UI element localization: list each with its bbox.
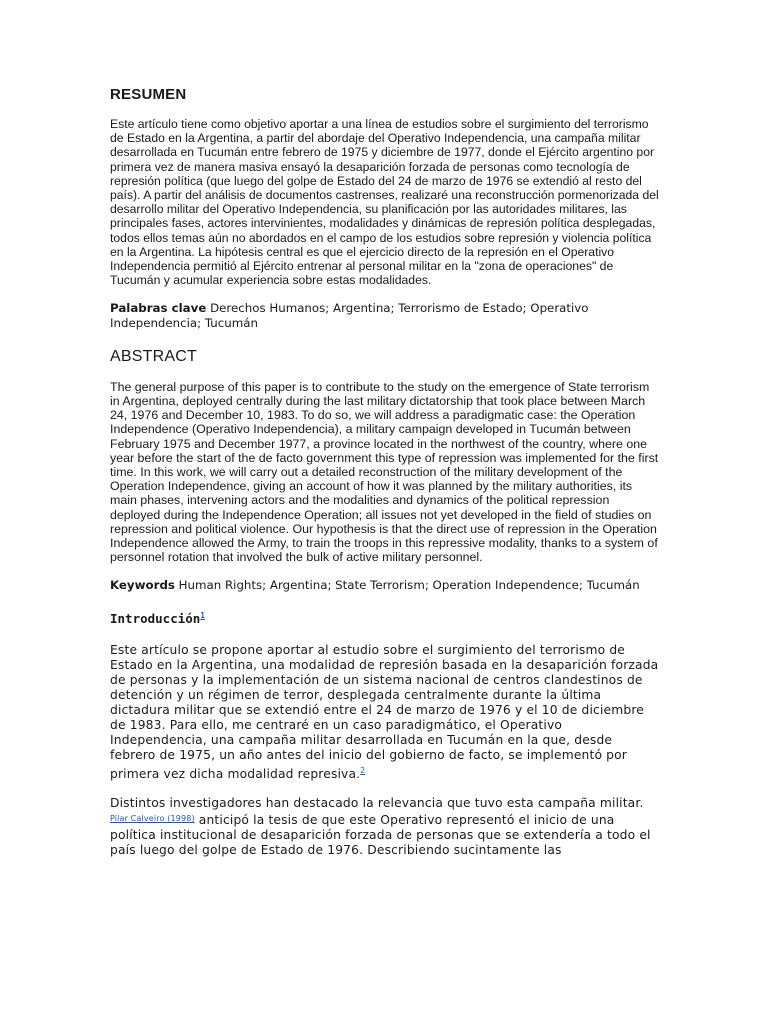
intro-p2-rest: anticipó la tesis de que este Operativo representó el inicio de una política institucional de desaparición forzada de personas que se extendería a todo el país luego del golpe de Estado de 1976. Describiendo sucintamente las bbox=[110, 812, 651, 857]
palabras-clave-values: Derechos Humanos; Argentina; Terrorismo de Estado; Operativo Independencia; Tucumán bbox=[110, 301, 589, 330]
keywords bbox=[110, 578, 660, 592]
intro-paragraph-2 bbox=[110, 796, 660, 858]
keywords-values: Human Rights; Argentina; State Terrorism; Operation Independence; Tucumán bbox=[178, 578, 640, 593]
intro-p2-start: Distintos investigadores han destacado la relevancia que tuvo esta campaña militar. bbox=[110, 795, 644, 810]
abstract-text: The general purpose of this paper is to contribute to the study on the emergence of State terrorism in Argentina, deployed centrally during the last military dictatorship that took place between March 24, 1976 and December 10, 1983. To do so, we will address a paradigmatic case: the Operation Independence (Operativo Independencia), a military campaign developed in Tucumán between February 1975 and December 1977, a province located in the northwest of the country, where one year before the start of the de facto government this type of repression was implemented for the first time. In this work, we will carry out a detailed reconstruction of the military development of the Operation Independence, giving an account of how it was planned by the military authorities, its main phases, intervening actors and the modalities and dynamics of the political repression deployed during the Independence Operation; all issues not yet developed in the field of studies on repression and political violence. Our hypothesis is that the direct use of repression in the Operation Independence allowed the Army, to train the troops in this repressive modality, thanks to a system of personnel rotation that involved the bulk of active military personnel. bbox=[110, 379, 659, 565]
intro-p1-text: Este artículo se propone aportar al estudio sobre el surgimiento del terrorismo de Estado en la Argentina, una modalidad de represión basada en la desaparición forzada de personas y la implementación de un sistema nacional de centros clandestinos de detención y un régimen de terror, desplegada centralmente durante la última dictadura militar que se extendió entre el 24 de marzo de 1976 y el 10 de diciembre de 1983. Para ello, me centraré en un caso paradigmático, el Operativo Independencia, una campaña militar desarrollada en Tucumán en la que, desde febrero de 1975, un año antes del inicio del gobierno de facto, se implementó por primera vez dicha modalidad represiva. bbox=[110, 642, 659, 781]
footnote-link-1[interactable]: 1 bbox=[200, 610, 205, 620]
intro-heading-text: Introducción bbox=[110, 610, 201, 626]
resumen-text: Este artículo tiene como objetivo aportar a una línea de estudios sobre el surgimiento del terrorismo de Estado en la Argentina, a partir del abordaje del Operativo Independencia, una campaña militar desarrollada en Tucumán entre febrero de 1975 y diciembre de 1977, donde el Ejército argentino por primera vez de manera masiva ensayó la desaparición forzada de personas como tecnología de represión política (que luego del golpe de Estado del 24 de marzo de 1976 se extendió al resto del país). A partir del análisis de documentos castrenses, realizaré una reconstrucción pormenorizada del desarrollo militar del Operativo Independencia, su planificación por las autoridades militares, las principales fases, actores intervinientes, modalidades y dinámicas de represión política desplegadas, todos ellos temas aún no abordados en el campo de los estudios sobre represión y violencia política en la Argentina. La hipótesis central es que el ejercicio directo de la represión en el Operativo Independencia permitió al Ejército entrenar al personal militar en la "zona de operaciones" de Tucumán y acumular experiencia sobre estas modalidades. bbox=[110, 117, 659, 288]
intro-heading bbox=[110, 611, 660, 626]
abstract-heading: ABSTRACT bbox=[110, 347, 197, 365]
footnote-link-2[interactable]: 2 bbox=[360, 765, 366, 775]
resumen-heading: RESUMEN bbox=[110, 86, 187, 103]
citation-link-calveiro[interactable]: Pilar Calveiro (1998) bbox=[110, 813, 195, 823]
keywords-label: Keywords bbox=[110, 578, 175, 593]
article-page bbox=[110, 86, 660, 872]
intro-paragraph-1 bbox=[110, 643, 660, 782]
palabras-clave bbox=[110, 301, 660, 329]
palabras-clave-label: Palabras clave bbox=[110, 301, 207, 316]
